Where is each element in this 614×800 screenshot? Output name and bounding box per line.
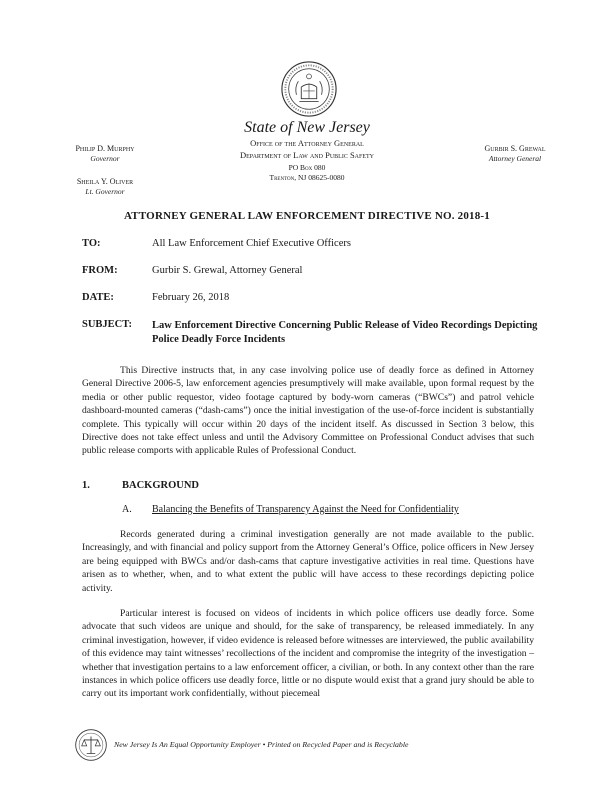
governor-name: Philip D. Murphy (75, 144, 135, 153)
po-box: PO Box 080 (288, 163, 326, 172)
governor-role: Governor (90, 154, 120, 163)
subsection-title: Balancing the Benefits of Transparency Against the Need for Confidentiality (152, 504, 459, 515)
governor-block (60, 144, 150, 197)
subject-label: SUBJECT: (82, 319, 132, 330)
lt-governor-role: Lt. Governor (85, 187, 125, 196)
intro-paragraph: This Directive instructs that, in any case involving police use of deadly force as defined in Attorney General Directive 2006-5, law enforcement agencies presumptively will make available, upon formal request by the media or other public requestor, video footage captured by body-worn cameras (“BWCs”) and patrol vehicle dashboard-mounted cameras (“dash-cams”) once the initial investigation of the use-of-force incident is substantially complete. This typically will occur within 20 days of the incident itself. As discussed in Section 3 below, this Directive does not take effect unless and until the Advisory Committee on Professional Conduct advises that such public release comports with applicable Rules of Professional Conduct. (82, 365, 534, 457)
attorney-general-block (470, 144, 560, 164)
section-number: 1. (82, 480, 90, 491)
date-label: DATE: (82, 292, 114, 303)
to-value: All Law Enforcement Chief Executive Officers (152, 238, 351, 249)
from-label: FROM: (82, 265, 118, 276)
from-value: Gurbir S. Grewal, Attorney General (152, 265, 303, 276)
footer-note: New Jersey Is An Equal Opportunity Employer • Printed on Recycled Paper and is Recyclable (114, 740, 409, 749)
state-name: State of New Jersey (244, 119, 370, 136)
ag-role: Attorney General (488, 154, 542, 163)
scales-of-justice-icon (74, 728, 108, 762)
body-paragraph-2: Records generated during a criminal investigation generally are not made available to the public. Increasingly, and with financial and policy support from the Attorney General’s Office, police officers in New Jersey are being equipped with BWCs and/or dash-cams that capture investigative activities in real time. Questions have arisen as to whether, when, and to what extent the public will have access to these recordings depicting police activity. (82, 529, 534, 594)
directive-title: ATTORNEY GENERAL LAW ENFORCEMENT DIRECTIVE NO. 2018-1 (123, 210, 491, 222)
lt-governor-name: Sheila Y. Oliver (76, 177, 134, 186)
body-paragraph-3: Particular interest is focused on videos of incidents in which police officers use deadly force. Some advocate that such videos are unique and should, for the sake of transparency, be released immediately. In any criminal investigation, however, if video evidence is released before witnesses are interviewed, the public availability of this evidence may taint witnesses’ recollections of the incident and compromise the integrity of the investigation – whether that investigation pertains to a law enforcement officer, a civilian, or both. In any context other than the rare instances in which police officers use deadly force, little or no dispute would exist that a grand jury should be able to carry out its important work confidentially, without piecemeal (82, 608, 534, 700)
to-label: TO: (82, 238, 101, 249)
city-address: Trenton, NJ 08625-0080 (269, 173, 345, 182)
section-title: BACKGROUND (122, 480, 200, 491)
office-line-2: Department of Law and Public Safety (239, 150, 375, 160)
section-heading (82, 480, 199, 491)
date-value: February 26, 2018 (152, 292, 230, 303)
state-seal-icon (280, 60, 338, 118)
subsection-heading (122, 504, 459, 515)
ag-name: Gurbir S. Grewal (484, 144, 546, 153)
subject-value: Law Enforcement Directive Concerning Public Release of Video Recordings Depicting Police Deadly Force Incidents (152, 320, 538, 345)
subsection-letter: A. (122, 504, 132, 515)
office-line-1: Office of the Attorney General (250, 138, 364, 148)
